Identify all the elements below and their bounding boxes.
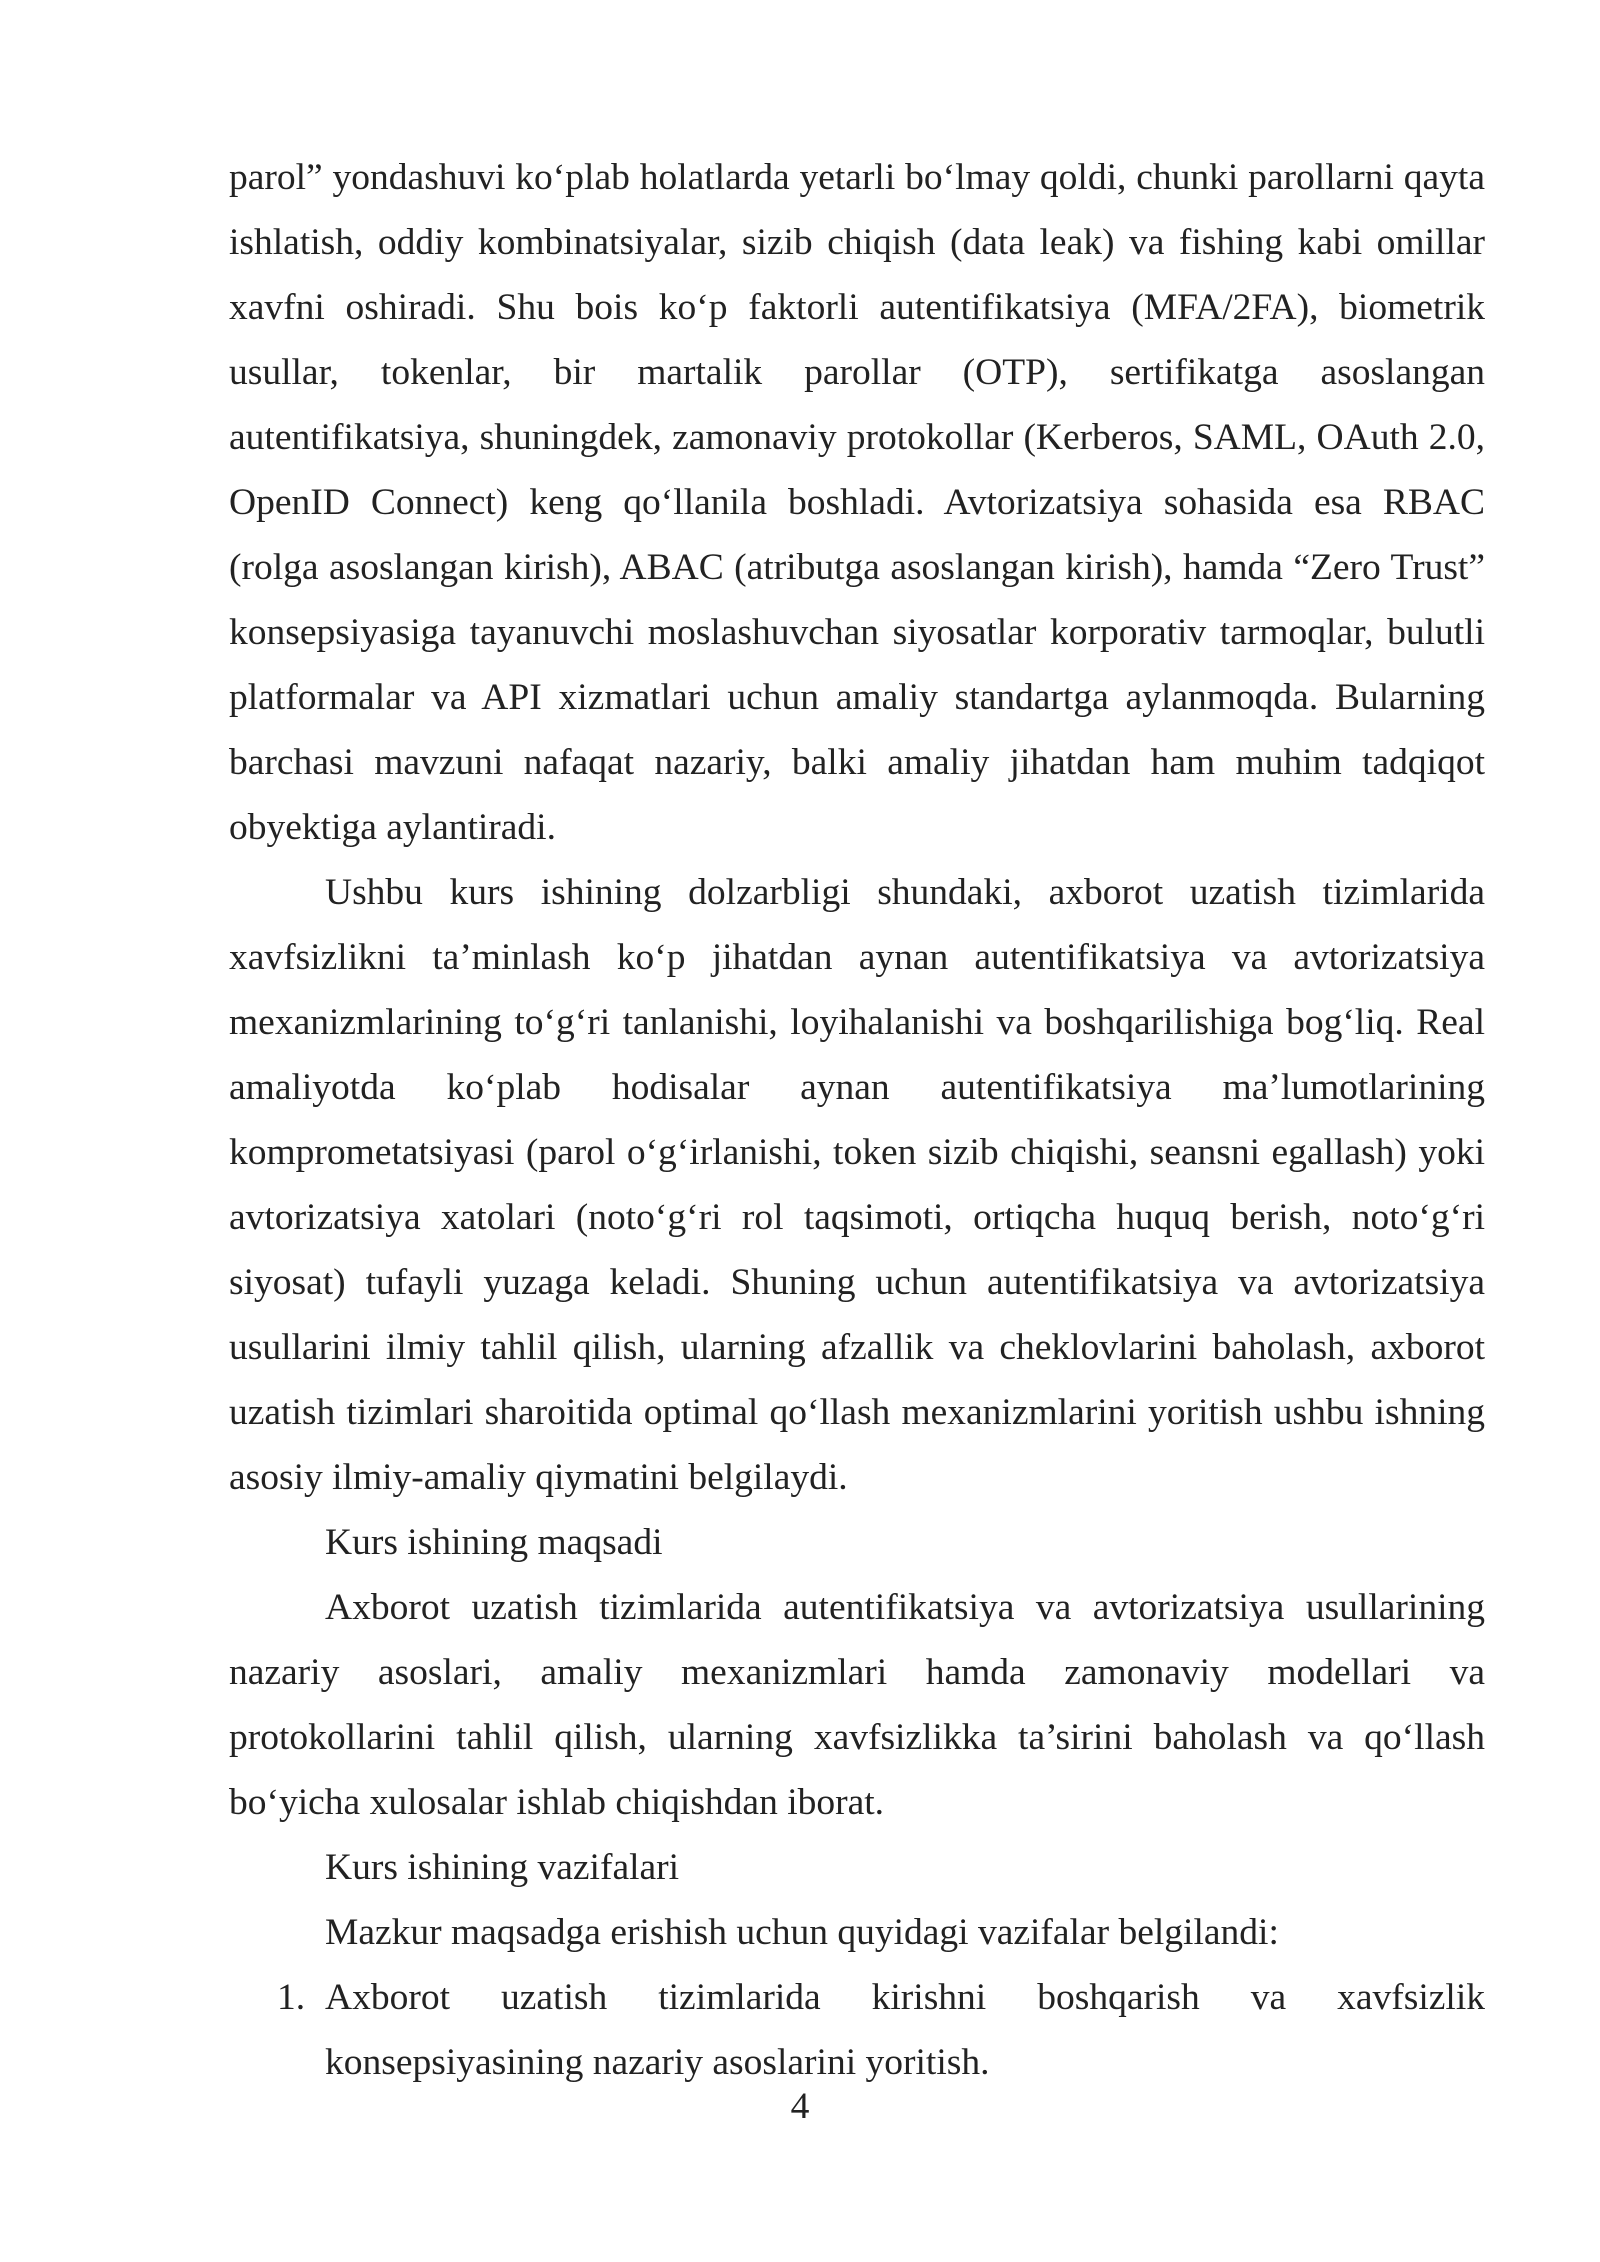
page-number: 4 bbox=[790, 2086, 810, 2127]
body-paragraph-continued: parol” yondashuvi ko‘plab holatlarda yetarli bo‘lmay qoldi, chunki parollarni qayta ishlatish, oddiy kombinatsiyalar, sizib chiqish (data leak) va fishing kabi omillar xavfni oshiradi. Shu bois ko‘p faktorli autentifikatsiya (MFA/2FA), biometrik usullar, tokenlar, bir martalik parollar (OTP), sertifikatga asoslangan autentifikatsiya, shuningdek, zamonaviy protokollar (Kerberos, SAML, OAuth 2.0, OpenID Connect) keng qo‘llanila boshladi. Avtorizatsiya sohasida esa RBAC (rolga asoslangan kirish), ABAC (atributga asoslangan kirish), hamda “Zero Trust” konsepsiyasiga tayanuvchi moslashuvchan siyosatlar korporativ tarmoqlar, bulutli platformalar va API xizmatlari uchun amaliy standartga aylanmoqda. Bularning barchasi mavzuni nafaqat nazariy, balki amaliy jihatdan ham muhim tadqiqot obyektiga aylantiradi. bbox=[229, 157, 1485, 848]
goal-paragraph: Axborot uzatish tizimlarida autentifikatsiya va avtorizatsiya usullarining nazariy asoslari, amaliy mexanizmlari hamda zamonaviy modellari va protokollarini tahlil qilish, ularning xavfsizlikka ta’sirini baholash va qo‘llash bo‘yicha xulosalar ishlab chiqishdan iborat. bbox=[229, 1587, 1485, 1823]
tasks-heading: Kurs ishining vazifalari bbox=[325, 1847, 680, 1888]
tasks-intro: Mazkur maqsadga erishish uchun quyidagi vazifalar belgilandi: bbox=[325, 1912, 1279, 1953]
list-item-number: 1. bbox=[277, 1977, 306, 2018]
body-paragraph-relevance: Ushbu kurs ishining dolzarbligi shundaki, axborot uzatish tizimlarida xavfsizlikni ta’minlash ko‘p jihatdan aynan autentifikatsiya va avtorizatsiya mexanizmlarining to‘g‘ri tanlanishi, loyihalanishi va boshqarilishiga bog‘liq. Real amaliyotda ko‘plab hodisalar aynan autentifikatsiya ma’lumotlarining komprometatsiyasi (parol o‘g‘irlanishi, token sizib chiqishi, seansni egallash) yoki avtorizatsiya xatolari (noto‘g‘ri rol taqsimoti, ortiqcha huquq berish, noto‘g‘ri siyosat) tufayli yuzaga keladi. Shuning uchun autentifikatsiya va avtorizatsiya usullarini ilmiy tahlil qilish, ularning afzallik va cheklovlarini baholash, axborot uzatish tizimlari sharoitida optimal qo‘llash mexanizmlarini yoritish ushbu ishning asosiy ilmiy-amaliy qiymatini belgilaydi. bbox=[229, 872, 1485, 1498]
goal-heading: Kurs ishining maqsadi bbox=[325, 1522, 663, 1563]
page-content bbox=[229, 145, 1485, 2095]
list-item-text: Axborot uzatish tizimlarida kirishni boshqarish va xavfsizlik konsepsiyasining nazariy asoslarini yoritish. bbox=[325, 1977, 1485, 2083]
